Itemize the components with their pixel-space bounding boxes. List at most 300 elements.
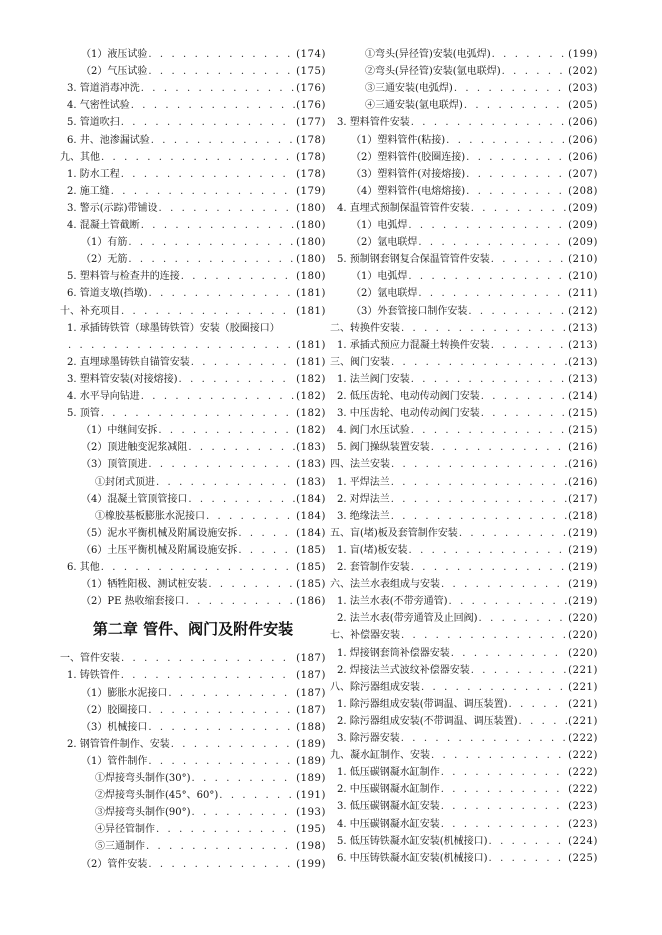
- toc-entry-title: 6. 其他: [67, 562, 100, 574]
- toc-entry-page: (215): [568, 408, 598, 420]
- toc-entry-page: (221): [568, 681, 598, 693]
- toc-entry-title: 七、补偿器安装: [330, 630, 400, 642]
- dot-leader: [466, 166, 567, 183]
- dot-leader: [238, 542, 295, 559]
- toc-entry: [330, 576, 598, 593]
- toc-entry-title: 2. 法兰水表(带旁通管及止回阀): [337, 613, 478, 625]
- dot-leader: [238, 525, 295, 542]
- toc-entry-page: (174): [296, 49, 326, 61]
- toc-entry-title: （3）机械接口: [81, 721, 148, 733]
- chapter-title: 第二章 管件、阀门及附件安装: [92, 620, 294, 639]
- toc-entry-page: (219): [568, 527, 598, 539]
- toc-entry-page: (188): [296, 721, 326, 733]
- dot-leader: [141, 388, 295, 405]
- dot-leader: [408, 268, 567, 285]
- toc-entry: [60, 542, 326, 559]
- toc-entry-title: 1. 法兰水表(不带旁通管): [337, 596, 448, 608]
- toc-entry-page: (220): [568, 630, 598, 642]
- toc-entry-page: (179): [296, 185, 326, 197]
- toc-entry-page: (180): [296, 271, 326, 283]
- toc-entry: [330, 234, 598, 251]
- toc-entry: [330, 251, 598, 268]
- toc-entry-page: (199): [568, 49, 598, 61]
- dot-leader: [156, 821, 295, 838]
- toc-entry-title: （3）塑料管件(对接熔接): [351, 168, 466, 180]
- toc-entry: [330, 627, 598, 644]
- toc-entry: [60, 303, 326, 320]
- toc-entry-title: 2. 钢管管件制作、安装: [67, 738, 170, 750]
- dot-leader: [188, 491, 295, 508]
- toc-entry: [60, 753, 326, 770]
- toc-entry-page: (199): [296, 858, 326, 870]
- dot-leader: [481, 388, 567, 405]
- toc-entry-page: (184): [296, 493, 326, 505]
- dot-leader: [431, 747, 567, 764]
- dot-leader: [418, 234, 567, 251]
- toc-entry-title: 六、法兰水表组成与安装: [330, 579, 440, 591]
- toc-entry-page: (181): [296, 288, 326, 300]
- toc-entry: [60, 405, 326, 422]
- toc-entry-title: 3. 中压齿轮、电动传动阀门安装: [337, 408, 480, 420]
- toc-entry: [330, 388, 598, 405]
- toc-entry: [60, 183, 326, 200]
- toc-entry-page: (223): [568, 801, 598, 813]
- toc-entry-title: 1. 铸铁管件: [67, 670, 120, 682]
- toc-entry: [60, 251, 326, 268]
- toc-entry: [60, 337, 326, 354]
- dot-leader: [141, 80, 295, 97]
- toc-entry-page: (181): [296, 356, 326, 368]
- toc-entry: [330, 593, 598, 610]
- toc-entry-page: (178): [296, 151, 326, 163]
- toc-entry-title: 1. 盲(堵)板安装: [337, 544, 408, 556]
- toc-entry-title: （1）牺牲阳极、测试桩安装: [81, 579, 208, 591]
- toc-entry-page: (222): [568, 784, 598, 796]
- toc-entry-page: (212): [568, 305, 598, 317]
- toc-entry-title: （1）电弧焊: [351, 220, 408, 232]
- dot-leader: [401, 627, 567, 644]
- toc-entry-title: （5）泥水平衡机械及附属设施安拆: [81, 527, 238, 539]
- toc-entry: [330, 63, 598, 80]
- toc-entry-title: ①弯头(异径管)安装(电弧焊): [365, 49, 491, 61]
- toc-entry-page: (182): [296, 425, 326, 437]
- toc-entry-title: ①封闭式顶进: [95, 476, 155, 488]
- toc-entry-title: 1. 防水工程: [67, 168, 120, 180]
- toc-entry-title: 4. 中压碳钢凝水缸安装: [337, 818, 440, 830]
- dot-leader: [468, 303, 567, 320]
- toc-entry: [330, 46, 598, 63]
- toc-entry-page: (185): [296, 579, 326, 591]
- toc-entry: [330, 559, 598, 576]
- toc-entry-title: 4. 气密性试验: [67, 100, 130, 112]
- toc-entry: [60, 439, 326, 456]
- dot-leader: [441, 576, 567, 593]
- dot-leader: [148, 719, 295, 736]
- toc-entry-page: (216): [568, 459, 598, 471]
- toc-entry-title: 1. 承插式预应力混凝土转换件安装: [337, 339, 490, 351]
- dot-leader: [502, 63, 568, 80]
- toc-entry-page: (222): [568, 767, 598, 779]
- toc-entry-title: 1. 法兰阀门安装: [337, 373, 410, 385]
- toc-entry: [60, 456, 326, 473]
- toc-entry-page: (205): [568, 100, 598, 112]
- dot-leader: [208, 576, 295, 593]
- dot-leader: [206, 508, 295, 525]
- toc-entry-title: 八、除污器组成安装: [330, 681, 420, 693]
- toc-entry: [330, 491, 598, 508]
- dot-leader: [441, 764, 567, 781]
- toc-entry: [330, 217, 598, 234]
- toc-entry-page: (178): [296, 134, 326, 146]
- toc-entry-page: (215): [568, 425, 598, 437]
- toc-entry-title: 3. 低压碳钢凝水缸安装: [337, 801, 440, 813]
- toc-entry: [330, 422, 598, 439]
- toc-entry: [330, 833, 598, 850]
- toc-entry-title: 2. 中压碳钢凝水缸制作: [337, 784, 440, 796]
- toc-entry-page: (213): [568, 356, 598, 368]
- toc-entry-page: (181): [296, 305, 326, 317]
- toc-entry: [60, 856, 326, 873]
- toc-entry-page: (187): [296, 687, 326, 699]
- dot-leader: [408, 217, 567, 234]
- toc-entry-page: (178): [296, 168, 326, 180]
- dot-leader: [391, 456, 567, 473]
- toc-entry: [60, 821, 326, 838]
- dot-leader: [171, 736, 295, 753]
- toc-entry-title: （6）土压平衡机械及附属设施安拆: [81, 544, 238, 556]
- toc-entry: [60, 63, 326, 80]
- toc-entry: [60, 736, 326, 753]
- toc-entry: [60, 525, 326, 542]
- toc-entry-page: (189): [296, 738, 326, 750]
- dot-leader: [179, 371, 296, 388]
- dot-leader: [148, 753, 295, 770]
- toc-entry-title: 5. 管道吹扫: [67, 117, 120, 129]
- toc-entry-page: (222): [568, 733, 598, 745]
- toc-entry-title: （4）混凝土管顶管接口: [81, 493, 188, 505]
- toc-entry-title: 5. 顶管: [67, 408, 100, 420]
- toc-entry: [330, 337, 598, 354]
- toc-entry: [60, 422, 326, 439]
- toc-entry-title: （1）膨胀水泥接口: [81, 687, 168, 699]
- toc-entry: [60, 787, 326, 804]
- toc-entry-page: (185): [296, 562, 326, 574]
- toc-entry-page: (210): [568, 271, 598, 283]
- toc-entry-title: 2. 直埋球墨铸铁自锚管安装: [67, 356, 190, 368]
- toc-entry-title: ④异径管制作: [95, 824, 155, 836]
- toc-entry-page: (224): [568, 835, 598, 847]
- toc-entry-page: (213): [568, 339, 598, 351]
- toc-entry: [60, 474, 326, 491]
- toc-entry-page: (176): [296, 100, 326, 112]
- toc-entry-page: (217): [568, 493, 598, 505]
- toc-entry-page: (198): [296, 841, 326, 853]
- toc-entry-title: ④三通安装(氩电联焊): [365, 100, 463, 112]
- toc-entry: [330, 354, 598, 371]
- toc-entry-page: (189): [296, 773, 326, 785]
- toc-entry: [330, 456, 598, 473]
- toc-entry-title: （1）塑料管件(粘接): [351, 134, 446, 146]
- toc-entry: [330, 816, 598, 833]
- toc-entry-title: 2. 施工缝: [67, 185, 110, 197]
- toc-entry-title: （1）管件制作: [81, 755, 148, 767]
- dot-leader: [489, 833, 568, 850]
- toc-entry-page: (187): [296, 670, 326, 682]
- toc-entry: [60, 804, 326, 821]
- dot-leader: [158, 422, 295, 439]
- toc-entry: [330, 303, 598, 320]
- toc-entry-page: (206): [568, 134, 598, 146]
- toc-entry: [330, 132, 598, 149]
- dot-leader: [121, 114, 295, 131]
- toc-entry: [60, 770, 326, 787]
- toc-entry-title: 2. 低压齿轮、电动传动阀门安装: [337, 391, 480, 403]
- dot-leader: [464, 97, 567, 114]
- dot-leader: [148, 856, 295, 873]
- toc-entry-title: 5. 预制钢套钢复合保温管管件安装: [337, 254, 490, 266]
- dot-leader: [148, 46, 295, 63]
- dot-leader: [471, 200, 567, 217]
- dot-leader: [68, 337, 295, 354]
- toc-entry: [60, 650, 326, 667]
- toc-entry-page: (209): [568, 220, 598, 232]
- dot-leader: [391, 474, 567, 491]
- dot-leader: [192, 770, 296, 787]
- dot-leader: [466, 149, 567, 166]
- toc-entry-page: (209): [568, 202, 598, 214]
- toc-entry-page: (219): [568, 579, 598, 591]
- toc-entry: [60, 149, 326, 166]
- toc-entry-title: 3. 除污器安装: [337, 733, 400, 745]
- toc-entry: [330, 730, 598, 747]
- toc-entry-page: (206): [568, 117, 598, 129]
- dot-leader: [431, 439, 567, 456]
- dot-leader: [471, 662, 567, 679]
- toc-entry-title: 3. 管道消毒冲洗: [67, 83, 140, 95]
- dot-leader: [151, 132, 295, 149]
- toc-entry: [330, 114, 598, 131]
- toc-entry-title: （2）塑料管件(胶圈连接): [351, 151, 466, 163]
- toc-entry-title: 1. 平焊法兰: [337, 476, 390, 488]
- toc-entry-title: 3. 警示(示踪)带铺设: [67, 202, 158, 214]
- dot-leader: [186, 593, 296, 610]
- dot-leader: [441, 781, 567, 798]
- dot-leader: [148, 456, 295, 473]
- toc-entry-page: (213): [568, 322, 598, 334]
- toc-entry: [60, 667, 326, 684]
- toc-entry: [60, 285, 326, 302]
- toc-entry-page: (183): [296, 476, 326, 488]
- dot-leader: [418, 285, 567, 302]
- dot-leader: [411, 559, 567, 576]
- toc-entry: [60, 559, 326, 576]
- toc-entry-title: 2. 套管制作安装: [337, 562, 410, 574]
- toc-entry-page: (219): [568, 596, 598, 608]
- toc-entry-title: 四、法兰安装: [330, 459, 390, 471]
- toc-entry-page: (216): [568, 476, 598, 488]
- toc-entry: [60, 388, 326, 405]
- dot-leader: [156, 474, 295, 491]
- toc-entry-page: (177): [296, 117, 326, 129]
- toc-entry-page: (182): [296, 391, 326, 403]
- dot-leader: [391, 354, 567, 371]
- toc-entry: [330, 320, 598, 337]
- toc-entry-title: 4. 阀门水压试验: [337, 425, 410, 437]
- dot-leader: [121, 303, 295, 320]
- dot-leader: [451, 645, 567, 662]
- toc-entry: [330, 662, 598, 679]
- toc-entry-title: 4. 水平导向钻进: [67, 391, 140, 403]
- toc-entry: [60, 166, 326, 183]
- toc-entry-page: (183): [296, 459, 326, 471]
- toc-entry: [330, 781, 598, 798]
- dot-leader: [409, 542, 568, 559]
- toc-entry-page: (184): [296, 527, 326, 539]
- toc-entry-title: ③焊接弯头制作(90°): [95, 807, 191, 819]
- toc-entry-title: （1）液压试验: [81, 49, 148, 61]
- toc-entry-title: 二、转换件安装: [330, 322, 400, 334]
- toc-entry: [60, 234, 326, 251]
- dot-leader: [191, 354, 295, 371]
- toc-entry: [60, 217, 326, 234]
- dot-leader: [128, 251, 295, 268]
- toc-entry-page: (202): [568, 66, 598, 78]
- dot-leader: [441, 798, 567, 815]
- dot-leader: [481, 405, 567, 422]
- toc-entry-title: （1）电弧焊: [351, 271, 408, 283]
- toc-entry: [60, 354, 326, 371]
- toc-entry-title: （2）氩电联焊: [351, 288, 418, 300]
- toc-entry: [330, 200, 598, 217]
- toc-entry-title: （2）氩电联焊: [351, 237, 418, 249]
- toc-entry-title: （2）顶进触变泥浆减阻: [81, 442, 188, 454]
- toc-entry-page: (211): [568, 288, 598, 300]
- toc-entry-page: (221): [568, 715, 598, 727]
- toc-entry-page: (183): [296, 442, 326, 454]
- toc-entry-page: (209): [568, 237, 598, 249]
- dot-leader: [148, 63, 295, 80]
- dot-leader: [411, 422, 567, 439]
- toc-entry-title: 5. 阀门操纵装置安装: [337, 442, 430, 454]
- toc-entry-title: 6. 中压铸铁凝水缸安装(机械接口): [337, 852, 488, 864]
- toc-entry-page: (216): [568, 442, 598, 454]
- toc-entry: [330, 679, 598, 696]
- toc-entry-title: 6. 管道支墩(挡墩): [67, 288, 148, 300]
- toc-entry-title: （1）有筋: [81, 237, 128, 249]
- toc-entry: [60, 371, 326, 388]
- toc-entry: [60, 132, 326, 149]
- toc-entry-page: (220): [568, 613, 598, 625]
- dot-leader: [411, 114, 567, 131]
- toc-entry-page: (208): [568, 185, 598, 197]
- toc-entry-title: 4. 直埋式预制保温管管件安装: [337, 202, 470, 214]
- toc-entry-page: (175): [296, 66, 326, 78]
- toc-entry-page: (206): [568, 151, 598, 163]
- toc-entry: [330, 542, 598, 559]
- toc-entry: [330, 525, 598, 542]
- toc-entry-page: (191): [296, 790, 326, 802]
- toc-entry-page: (187): [296, 653, 326, 665]
- toc-entry: [330, 645, 598, 662]
- toc-entry-title: 十、补充项目: [60, 305, 120, 317]
- dot-leader: [149, 285, 296, 302]
- dot-leader: [509, 696, 568, 713]
- toc-entry-page: (176): [296, 83, 326, 95]
- toc-entry-page: (218): [568, 510, 598, 522]
- toc-entry-title: ①焊接弯头制作(30°): [95, 773, 191, 785]
- toc-entry: [60, 80, 326, 97]
- toc-entry-page: (186): [296, 596, 326, 608]
- toc-entry: [60, 593, 326, 610]
- toc-entry: [60, 200, 326, 217]
- toc-entry: [330, 747, 598, 764]
- dot-leader: [441, 816, 567, 833]
- toc-entry: [330, 696, 598, 713]
- toc-entry: [60, 838, 326, 855]
- toc-entry-page: (180): [296, 254, 326, 266]
- toc-entry-page: (181): [296, 339, 326, 351]
- toc-entry: [60, 114, 326, 131]
- toc-entry-page: (221): [568, 664, 598, 676]
- dot-leader: [491, 251, 567, 268]
- toc-entry-page: (187): [296, 704, 326, 716]
- dot-leader: [491, 337, 567, 354]
- dot-leader: [192, 804, 296, 821]
- toc-entry-page: (182): [296, 408, 326, 420]
- dot-leader: [111, 183, 295, 200]
- dot-leader: [466, 183, 567, 200]
- dot-leader: [449, 593, 568, 610]
- toc-entry-page: (207): [568, 168, 598, 180]
- toc-entry: [60, 491, 326, 508]
- toc-entry: [330, 713, 598, 730]
- dot-leader: [141, 217, 295, 234]
- dot-leader: [489, 850, 568, 867]
- dot-leader: [101, 149, 295, 166]
- toc-entry-title: 九、凝水缸制作、安装: [330, 750, 430, 762]
- toc-entry-title: 1. 承插铸铁管（球墨铸铁管）安装（胶圈接口）: [67, 322, 280, 334]
- toc-entry-title: 5. 塑料管与检查井的连接: [67, 271, 180, 283]
- toc-entry-title: 3. 塑料管件安装: [337, 117, 410, 129]
- toc-entry-page: (220): [568, 647, 598, 659]
- toc-entry: [330, 80, 598, 97]
- toc-entry-page: (225): [568, 852, 598, 864]
- toc-entry-page: (180): [296, 237, 326, 249]
- toc-entry: [330, 166, 598, 183]
- dot-leader: [168, 685, 295, 702]
- toc-entry: [60, 576, 326, 593]
- dot-leader: [101, 559, 295, 576]
- toc-entry: [60, 702, 326, 719]
- toc-entry-title: 3. 绝缘法兰: [337, 510, 390, 522]
- toc-entry: [330, 268, 598, 285]
- toc-entry: [330, 371, 598, 388]
- dot-leader: [128, 234, 295, 251]
- toc-entry-title: （3）外套管接口制作安装: [351, 305, 468, 317]
- dot-leader: [146, 838, 295, 855]
- toc-entry-title: 2. 除污器组成安装(不带调温、调压装置): [337, 715, 518, 727]
- toc-entry-page: (223): [568, 818, 598, 830]
- toc-entry-page: (182): [296, 373, 326, 385]
- dot-leader: [421, 679, 567, 696]
- dot-leader: [181, 268, 295, 285]
- toc-entry-page: (180): [296, 202, 326, 214]
- dot-leader: [121, 166, 295, 183]
- toc-entry-title: ③三通安装(电弧焊): [365, 83, 453, 95]
- toc-entry-title: （2）管件安装: [81, 858, 148, 870]
- dot-leader: [121, 650, 295, 667]
- toc-entry-title: （3）顶管顶进: [81, 459, 148, 471]
